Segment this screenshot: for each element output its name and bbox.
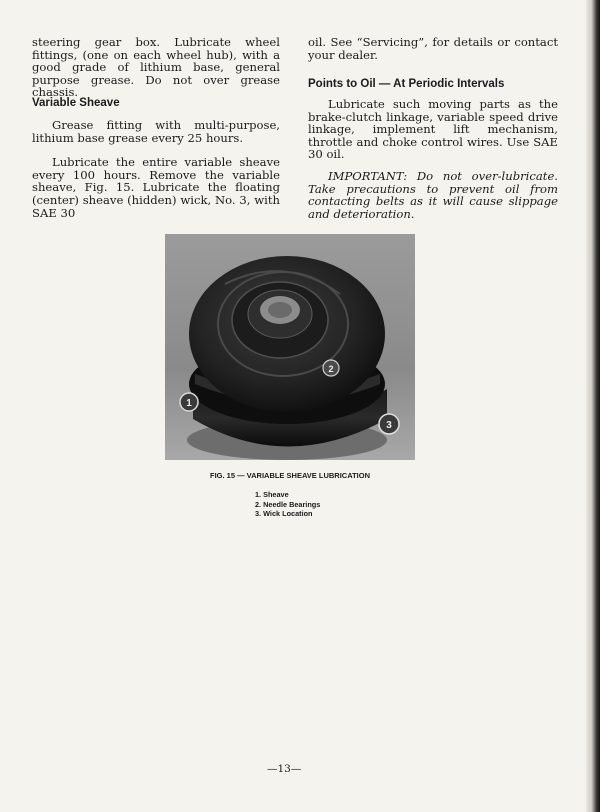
figure-caption: FIG. 15 — VARIABLE SHEAVE LUBRICATION [209,471,370,480]
right-column-body [308,98,558,220]
sheave-photo [165,234,415,460]
right-intro-paragraph: oil. See “Servicing”, for details or contact your dealer. [308,35,558,62]
left-column-body [32,119,280,219]
callout-3-label: 3 [386,420,392,431]
legend-item-wick-location: 3. Wick Location [255,509,313,519]
variable-sheave-heading: Variable Sheave [32,97,120,109]
page-edge-shadow [586,0,600,812]
sheave-illustration [165,234,415,460]
callout-1-label: 1 [186,398,192,409]
important-note: IMPORTANT: Do not over-lubricate. Take precautions to prevent oil from contacting belts as it will cause slippage and deterioration. [308,168,558,221]
figure-legend [255,490,320,519]
points-to-oil-paragraph: Lubricate such moving parts as the brake-clutch linkage, variable speed drive linkage, implement lift mechanism, throttle and choke control wires. Use SAE 30 oil. [308,97,558,162]
legend-item-needle-bearings: 2. Needle Bearings [255,499,321,509]
variable-sheave-paragraph-2: Lubricate the entire variable sheave every 100 hours. Remove the variable sheave, Fig. 15. Lubricate the floating (center) sheave (hidden) wick, No. 3, with SAE 30 [32,155,280,220]
page-number: —13— [267,763,302,775]
legend-item-sheave: 1. Sheave [255,490,289,499]
left-column [32,36,280,99]
points-to-oil-heading: Points to Oil — At Periodic Intervals [308,78,505,90]
left-intro-paragraph: steering gear box. Lubricate wheel fittings, (one on each wheel hub), with a good grade of lithium base, general purpose grease. Do not over grease chassis. [32,35,280,100]
callout-2-label: 2 [328,364,334,374]
right-column [308,36,558,61]
variable-sheave-paragraph-1: Grease fitting with multi-purpose, lithium base grease every 25 hours. [32,118,280,145]
